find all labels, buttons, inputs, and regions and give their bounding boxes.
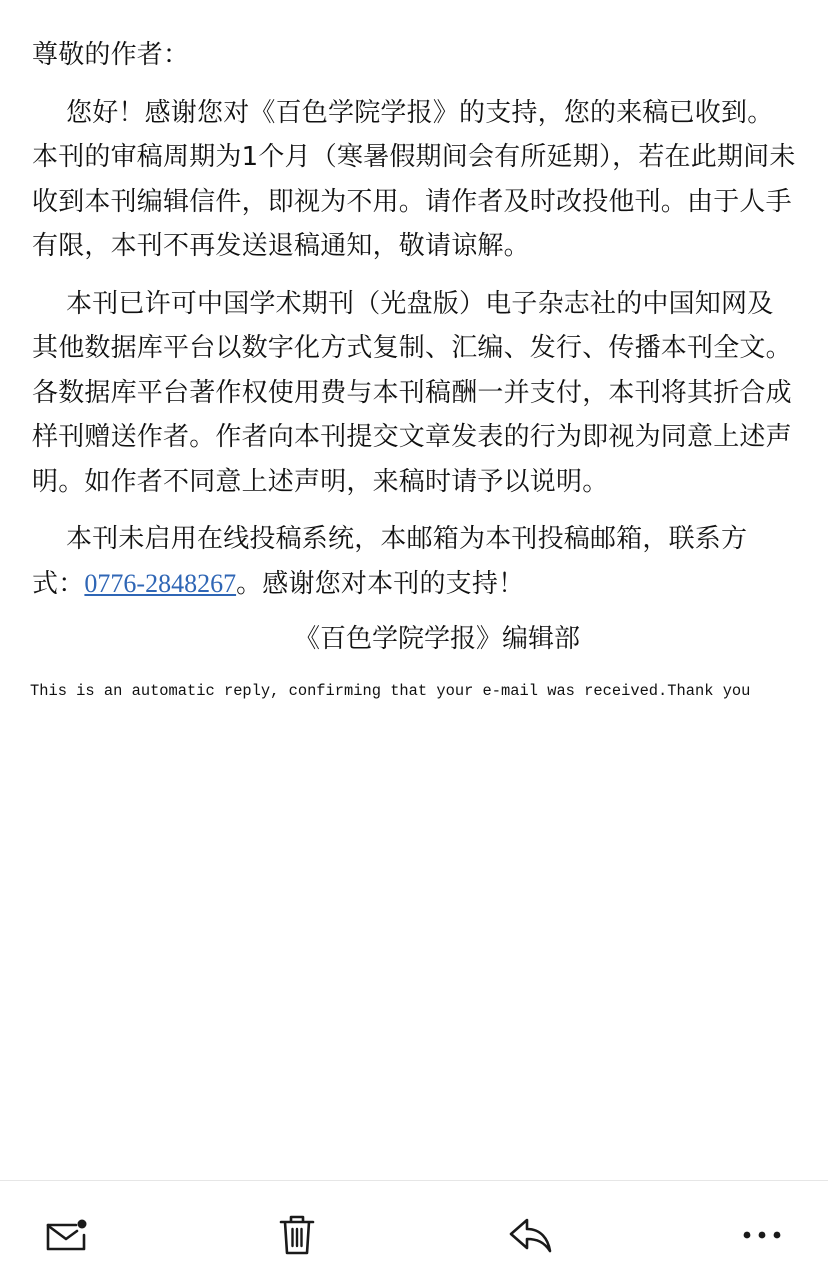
contact-text-suffix: 。感谢您对本刊的支持！ bbox=[236, 568, 525, 599]
mail-unread-icon bbox=[44, 1215, 88, 1255]
more-button[interactable] bbox=[738, 1211, 786, 1259]
bottom-toolbar bbox=[0, 1180, 828, 1265]
more-icon bbox=[741, 1229, 783, 1241]
reply-icon bbox=[507, 1215, 553, 1255]
email-paragraph-receipt: 您好！感谢您对《百色学院学报》的支持，您的来稿已收到。本刊的审稿周期为1个月（寒暑假期间会有所延期），若在此期间未收到本刊编辑信件，即视为不用。请作者及时改投他刊。由于人手有限，本刊不再发送退稿通知，敬请谅解。 bbox=[32, 97, 796, 261]
contact-text-prefix: 本刊未启用在线投稿系统，本邮箱为本刊投稿邮箱，联系方式： bbox=[32, 524, 748, 599]
phone-link[interactable]: 0776-2848267 bbox=[84, 568, 237, 598]
delete-button[interactable] bbox=[273, 1211, 321, 1259]
reply-button[interactable] bbox=[506, 1211, 554, 1259]
email-body bbox=[32, 33, 796, 701]
auto-reply-notice: This is an automatic reply, confirming that your e-mail was received.Thank you bbox=[30, 682, 751, 700]
email-signature: 《百色学院学报》编辑部 bbox=[294, 624, 581, 654]
email-paragraph-contact bbox=[32, 517, 796, 606]
email-greeting: 尊敬的作者： bbox=[32, 40, 190, 70]
email-paragraph-copyright: 本刊已许可中国学术期刊（光盘版）电子杂志社的中国知网及其他数据库平台以数字化方式复制、汇编、发行、传播本刊全文。各数据库平台著作权使用费与本刊稿酬一并支付，本刊将其折合成样刊赠送作者。作者向本刊提交文章发表的行为即视为同意上述声明。如作者不同意上述声明，来稿时请予以说明。 bbox=[32, 288, 792, 497]
trash-icon bbox=[277, 1213, 317, 1257]
mark-unread-button[interactable] bbox=[42, 1211, 90, 1259]
